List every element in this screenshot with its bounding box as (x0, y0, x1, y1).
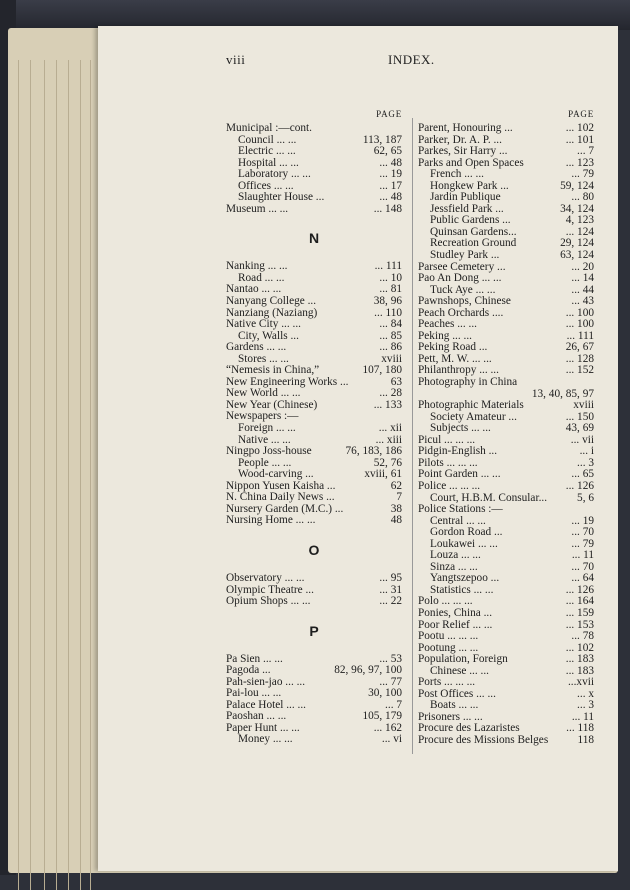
entry-pages: ... 95 (379, 571, 402, 584)
entry-pages: ... x (577, 687, 594, 700)
entry-label: Pidgin-English ... (418, 445, 498, 458)
entry-label: Chinese ... ... (430, 664, 489, 677)
index-entry (418, 123, 594, 135)
entry-pages: ... 152 (565, 364, 594, 377)
entry-pages: 48 (390, 514, 402, 527)
entry-pages: 26, 67 (565, 341, 594, 354)
entry-pages: 13, 40, 85, 97 (531, 387, 594, 400)
page-edge-line (68, 60, 69, 890)
entry-label: New World ... ... (226, 387, 301, 400)
entry-pages: 7 (396, 491, 402, 504)
entry-pages: 52, 76 (373, 456, 402, 469)
entry-pages: ... 110 (374, 306, 402, 319)
entry-pages: ... 84 (379, 318, 402, 331)
entry-pages: ... 123 (565, 156, 594, 169)
entry-label: Observatory ... ... (226, 571, 305, 584)
index-entry (418, 608, 594, 620)
entry-label: Sinza ... ... (430, 560, 478, 573)
entry-label: Foreign ... ... (238, 422, 296, 435)
entry-pages: ... 48 (379, 191, 402, 204)
entry-label: Offices ... ... (238, 179, 294, 192)
index-entry (226, 319, 402, 331)
entry-pages: 38 (390, 502, 402, 515)
entry-pages: ... 7 (385, 698, 402, 711)
entry-label: Recreation Ground (430, 237, 517, 250)
entry-label: Parker, Dr. A. P. ... (418, 133, 502, 146)
entry-label: Prisoners ... ... (418, 710, 483, 723)
index-entry (418, 654, 594, 666)
entry-pages: ... 53 (379, 652, 402, 665)
index-entry (418, 735, 594, 747)
entry-pages: ... 85 (379, 329, 402, 342)
entry-label: Pilots ... ... ... (418, 456, 478, 469)
index-column-left (226, 109, 402, 746)
entry-label: Money ... ... (238, 733, 293, 746)
entry-pages: ... 14 (571, 272, 594, 285)
entry-pages: ... vii (570, 433, 594, 446)
index-entry (226, 446, 402, 458)
entry-pages: 4, 123 (565, 214, 594, 227)
entry-label: Council ... ... (238, 133, 297, 146)
page-edge-line (44, 60, 45, 890)
entry-label: Public Gardens ... (430, 214, 511, 227)
entry-label: Nursing Home ... ... (226, 514, 316, 527)
section-letter: O (308, 541, 320, 558)
entry-label: Opium Shops ... ... (226, 595, 311, 608)
entry-label: Peking Road ... (418, 341, 488, 354)
entry-pages: ... 3 (577, 456, 594, 469)
entry-pages: 82, 96, 97, 100 (334, 664, 402, 677)
index-entry (418, 481, 594, 493)
entry-pages: ... 183 (565, 664, 594, 677)
entry-pages: 34, 124 (560, 202, 594, 215)
entry-pages: ... 48 (379, 156, 402, 169)
entry-label: Ningpo Joss-house (226, 445, 312, 458)
entry-label: Native ... ... (238, 433, 291, 446)
entry-pages: 5, 6 (577, 491, 594, 504)
entry-pages: ... 31 (379, 583, 402, 596)
entry-pages: ... 79 (571, 168, 594, 181)
entry-label: Pah-sien-jao ... ... (226, 675, 306, 688)
entry-pages: ... 11 (571, 549, 594, 562)
entry-label: Olympic Theatre ... (226, 583, 314, 596)
index-entry (226, 596, 402, 608)
entry-pages: 63 (390, 375, 402, 388)
index-entry (226, 734, 402, 746)
entry-pages: ... xii (378, 422, 402, 435)
entry-label: Nanking ... ... (226, 260, 288, 273)
entry-label: New Engineering Works ... (226, 375, 349, 388)
entry-label: Police Stations :— (418, 503, 503, 516)
entry-pages: ... 183 (565, 653, 594, 666)
page-edge-line (56, 60, 57, 890)
entry-pages: ... 81 (379, 283, 402, 296)
entry-pages: ... 44 (571, 283, 594, 296)
entry-label: Wood-carving ... (238, 468, 314, 481)
entry-label: Pagoda ... (226, 664, 271, 677)
entry-label: Nanziang (Naziang) (226, 306, 318, 319)
entry-label: Nippon Yusen Kaisha ... (226, 479, 336, 492)
entry-label: Parks and Open Spaces (418, 156, 524, 169)
entry-label: Hongkew Park ... (430, 179, 509, 192)
entry-pages: 113, 187 (362, 133, 402, 146)
section-letter: P (309, 622, 319, 639)
entry-pages: ... 164 (565, 595, 594, 608)
page-edge-line (90, 60, 91, 890)
entry-pages: 105, 179 (362, 710, 402, 723)
entry-label: Parsee Cemetery ... (418, 260, 506, 273)
entry-label: Nanyang College ... (226, 295, 317, 308)
entry-label: Pootu ... ... ... (418, 630, 479, 643)
entry-pages: ... 20 (571, 260, 594, 273)
entry-pages: ... 128 (565, 352, 594, 365)
entry-label: Society Amateur ... (430, 410, 517, 423)
entry-pages: ... 64 (571, 572, 594, 585)
entry-label: Parent, Honouring ... (418, 122, 513, 134)
entry-label: Jardin Publique (430, 191, 501, 204)
entry-label: Louza ... ... (430, 549, 481, 562)
entry-label: Population, Foreign (418, 653, 508, 666)
entry-label: Museum ... ... (226, 202, 289, 215)
entry-pages: 76, 183, 186 (345, 445, 402, 458)
entry-label: Procure des Missions Belges (418, 733, 549, 746)
entry-label: Peking ... ... (418, 329, 472, 342)
entry-label: Philanthropy ... ... (418, 364, 499, 377)
entry-pages: ... 10 (379, 271, 402, 284)
entry-pages: 62, 65 (373, 145, 402, 158)
index-entry (226, 204, 402, 216)
index-entry (226, 573, 402, 585)
entry-label: Post Offices ... ... (418, 687, 496, 700)
entry-label: Pawnshops, Chinese (418, 295, 511, 308)
entry-label: Nursery Garden (M.C.) ... (226, 502, 344, 515)
entry-label: Parkes, Sir Harry ... (418, 145, 508, 158)
index-entry (418, 377, 594, 389)
entry-label: Central ... ... (430, 514, 486, 527)
entry-pages: ... 3 (577, 699, 594, 712)
index-entry (226, 123, 402, 135)
entry-pages: 118 (577, 733, 594, 746)
index-entry (418, 400, 594, 412)
index-entry (226, 515, 402, 527)
index-entry (418, 273, 594, 285)
entry-label: Paoshan ... ... (226, 710, 287, 723)
entry-label: Laboratory ... ... (238, 168, 311, 181)
entry-pages: ... vi (381, 733, 402, 746)
entry-pages: 29, 124 (560, 237, 594, 250)
entry-label: Loukawei ... ... (430, 537, 498, 550)
index-entry (226, 665, 402, 677)
entry-label: Ports ... ... ... (418, 676, 476, 689)
entry-pages: 62 (390, 479, 402, 492)
entry-pages: ... 133 (373, 398, 402, 411)
entry-label: Native City ... ... (226, 318, 301, 331)
entry-pages: xviii, 61 (364, 468, 402, 481)
entry-pages: ... 11 (571, 710, 594, 723)
entry-label: Stores ... ... (238, 352, 289, 365)
entry-label: Jessfield Park ... (430, 202, 504, 215)
entry-label: Poor Relief ... ... (418, 618, 493, 631)
entry-label: Pett, M. W. ... ... (418, 352, 492, 365)
entry-pages: 63, 124 (560, 249, 594, 262)
entry-pages: ... i (579, 445, 594, 458)
entry-label: City, Walls ... (238, 329, 299, 342)
entry-pages: ... 70 (571, 560, 594, 573)
entry-pages: ... 22 (379, 595, 402, 608)
entry-label: Yangtszepoo ... (430, 572, 500, 585)
entry-pages: 59, 124 (560, 179, 594, 192)
entry-label: Pai-lou ... ... (226, 687, 282, 700)
index-entry (418, 527, 594, 539)
entry-label: Photography in China (418, 376, 518, 389)
entry-label: Gardens ... ... (226, 341, 287, 354)
page-title: INDEX. (388, 52, 435, 67)
entry-pages: ... 100 (565, 318, 594, 331)
index-entry (226, 423, 402, 435)
entry-label: Pootung ... ... (418, 641, 479, 654)
entry-label: Studley Park ... (430, 249, 500, 262)
entry-label: Gordon Road ... (430, 526, 503, 539)
entry-pages: ... 150 (565, 410, 594, 423)
entry-pages: ... 148 (373, 202, 402, 215)
entry-pages: ... 79 (571, 537, 594, 550)
entry-label: Photographic Materials (418, 399, 524, 412)
entry-label: Subjects ... ... (430, 422, 491, 435)
entry-pages: ... 65 (571, 468, 594, 481)
entry-label: French ... ... (430, 168, 484, 181)
entry-label: Ponies, China ... (418, 606, 493, 619)
entry-pages: ... 126 (565, 479, 594, 492)
page-edge-line (30, 60, 31, 890)
entry-pages: ... 126 (565, 583, 594, 596)
entry-pages: ... 101 (565, 133, 594, 146)
entry-label: Peaches ... ... (418, 318, 477, 331)
entry-label: Pao An Dong ... ... (418, 272, 502, 285)
entry-pages: ... 111 (374, 260, 402, 273)
entry-label: Tuck Aye ... ... (430, 283, 496, 296)
entry-pages: ... 19 (379, 168, 402, 181)
entry-label: Point Garden ... ... (418, 468, 501, 481)
entry-label: Boats ... ... (430, 699, 479, 712)
page-edge-line (80, 60, 81, 890)
entry-label: Palace Hotel ... ... (226, 698, 306, 711)
index-column-right (418, 109, 594, 747)
index-entry (418, 504, 594, 516)
entry-pages: ...xvii (567, 676, 594, 689)
index-entry (226, 146, 402, 158)
entry-label: Quinsan Gardens... (430, 225, 517, 238)
entry-pages: xviii (573, 399, 594, 412)
entry-pages: ... 28 (379, 387, 402, 400)
column-divider (412, 118, 413, 754)
entry-pages: ... 78 (571, 630, 594, 643)
entry-label: Hospital ... ... (238, 156, 299, 169)
entry-label: Peach Orchards .... (418, 306, 504, 319)
entry-pages: ... 17 (379, 179, 402, 192)
entry-label: Slaughter House ... (238, 191, 325, 204)
entry-pages: ... 118 (566, 722, 594, 735)
entry-label: Nantao ... ... (226, 283, 282, 296)
entry-label: People ... ... (238, 456, 292, 469)
page-edge-line (18, 60, 19, 890)
entry-label: Statistics ... ... (430, 583, 494, 596)
entry-label: Police ... ... ... (418, 479, 481, 492)
entry-label: Paper Hunt ... ... (226, 721, 300, 734)
entry-label: Court, H.B.M. Consular... (430, 491, 548, 504)
entry-pages: ... 153 (565, 618, 594, 631)
entry-pages: ... xiii (375, 433, 402, 446)
entry-pages: 43, 69 (565, 422, 594, 435)
entry-pages: ... 7 (577, 145, 594, 158)
page-column-label: PAGE (568, 109, 594, 119)
entry-label: Road ... ... (238, 271, 285, 284)
entry-pages: xviii (381, 352, 402, 365)
entry-pages: 107, 180 (362, 364, 402, 377)
section-letter: N (308, 230, 320, 247)
entry-label: Electric ... ... (238, 145, 296, 158)
entry-pages: 30, 100 (368, 687, 402, 700)
page-column-label: PAGE (376, 109, 402, 119)
entry-pages: ... 80 (571, 191, 594, 204)
entry-label: New Year (Chinese) (226, 398, 318, 411)
entry-pages: ... 102 (565, 641, 594, 654)
entry-pages: ... 159 (565, 606, 594, 619)
index-entry (418, 250, 594, 262)
entry-label: “Nemesis in China,” (226, 364, 320, 377)
entry-pages: ... 162 (373, 721, 402, 734)
index-entry (226, 296, 402, 308)
page-number: viii (226, 52, 246, 67)
entry-pages: ... 43 (571, 295, 594, 308)
entry-pages: ... 100 (565, 306, 594, 319)
entry-pages: ... 77 (379, 675, 402, 688)
entry-pages: ... 19 (571, 514, 594, 527)
index-entry (418, 146, 594, 158)
entry-label: Pa Sien ... ... (226, 652, 283, 665)
entry-label: Newspapers :— (226, 410, 299, 423)
index-entry (418, 169, 594, 181)
entry-label: N. China Daily News ... (226, 491, 335, 504)
entry-pages: ... 70 (571, 526, 594, 539)
entry-label: Procure des Lazaristes (418, 722, 520, 735)
index-entry (226, 169, 402, 181)
entry-pages: ... 111 (566, 329, 594, 342)
entry-pages: ... 102 (565, 122, 594, 134)
entry-label: Polo ... ... ... (418, 595, 473, 608)
entry-pages: 38, 96 (373, 295, 402, 308)
entry-label: Municipal :—cont. (226, 122, 312, 134)
index-entry (418, 631, 594, 643)
entry-pages: ... 86 (379, 341, 402, 354)
entry-label: Picul ... ... ... (418, 433, 476, 446)
entry-pages: ... 124 (565, 225, 594, 238)
